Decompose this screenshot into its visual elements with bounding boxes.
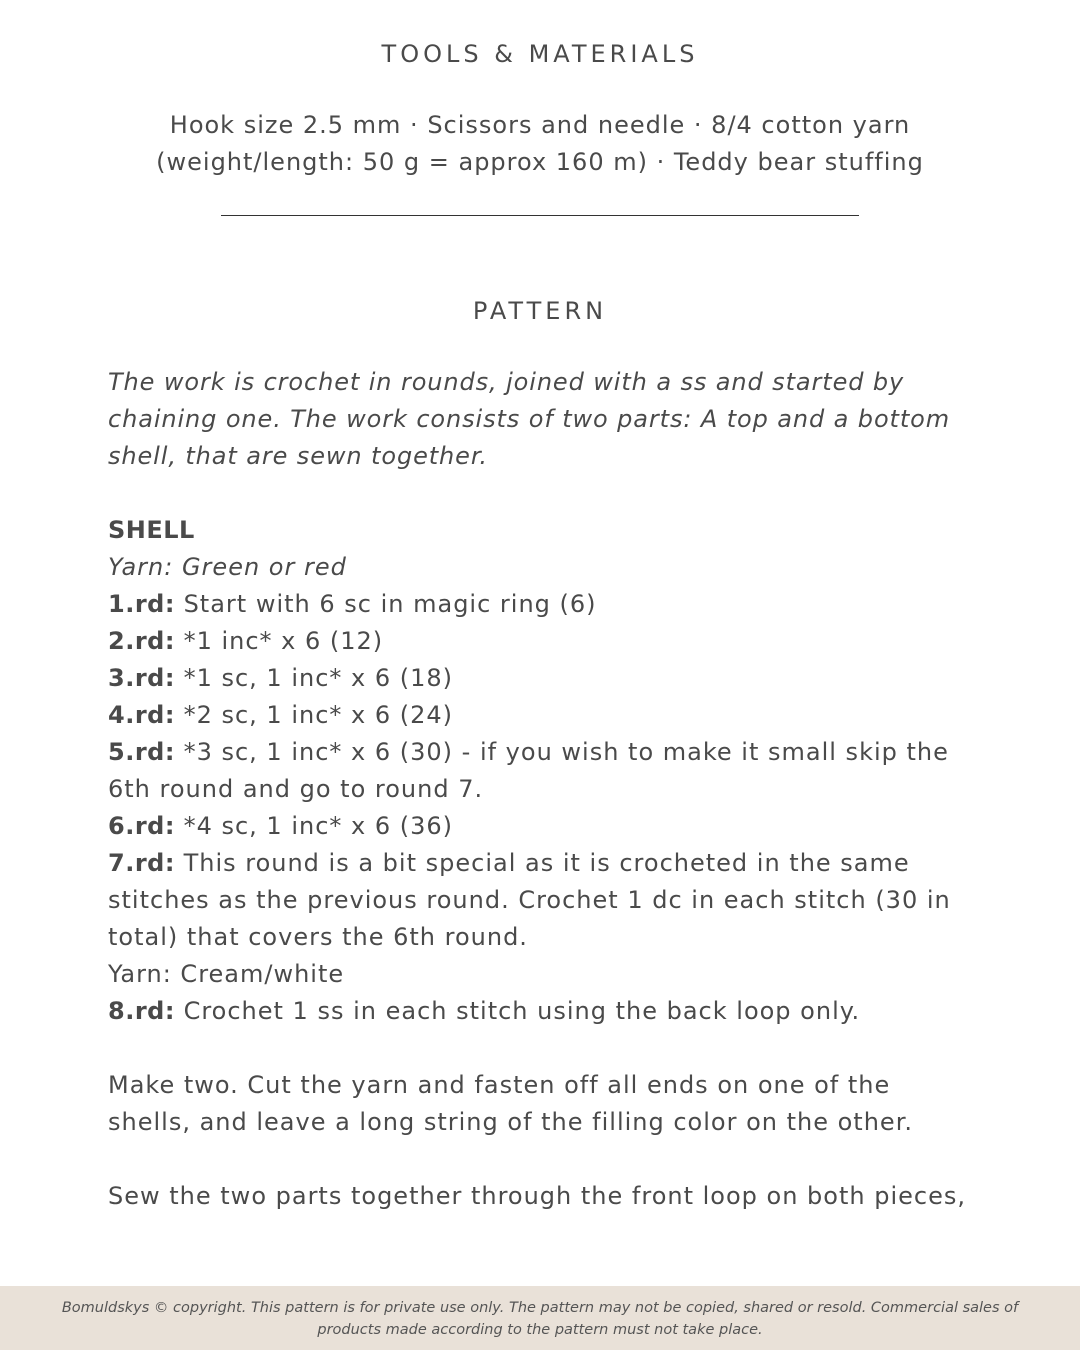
tools-materials-heading: TOOLS & MATERIALS xyxy=(381,40,699,68)
copyright-footer xyxy=(0,1286,1080,1350)
yarn-color-note: Yarn: Green or red xyxy=(108,553,347,581)
round-label: 3.rd: xyxy=(108,664,175,692)
round-label: 4.rd: xyxy=(108,701,175,729)
pattern-intro: The work is crochet in rounds, joined with a ss and started by chaining one. The work consists of two parts: A top and a bottom shell, that are sewn together. xyxy=(108,368,951,470)
round-label: 2.rd: xyxy=(108,627,175,655)
pattern-heading: PATTERN xyxy=(472,297,608,325)
round-text: This round is a bit special as it is crocheted in the same stitches as the previous round. Crochet 1 dc in each stitch (30 in total) that covers the 6th round. xyxy=(108,849,951,951)
round-3 xyxy=(108,660,978,697)
shell-section xyxy=(108,512,978,1030)
materials-list xyxy=(0,107,1080,181)
materials-line-2: (weight/length: 50 g = approx 160 m) · Teddy bear stuffing xyxy=(156,148,924,176)
round-5 xyxy=(108,734,978,808)
round-label: 5.rd: xyxy=(108,738,175,766)
copyright-text: Bomuldskys © copyright. This pattern is for private use only. The pattern may not be copied, shared or resold. Commercial sales of products made according to the pattern must not take place. xyxy=(61,1300,1019,1338)
materials-line-1: Hook size 2.5 mm · Scissors and needle · 8/4 cotton yarn xyxy=(169,111,911,139)
round-8 xyxy=(108,993,978,1030)
round-7 xyxy=(108,845,978,956)
round-2 xyxy=(108,623,978,660)
round-1 xyxy=(108,586,978,623)
round-text: Crochet 1 ss in each stitch using the back loop only. xyxy=(174,997,861,1025)
round-text: *1 sc, 1 inc* x 6 (18) xyxy=(174,664,454,692)
sew-together-paragraph: Sew the two parts together through the front loop on both pieces, xyxy=(108,1182,966,1210)
shell-title: SHELL xyxy=(108,516,195,544)
round-label: 1.rd: xyxy=(108,590,175,618)
round-6 xyxy=(108,808,978,845)
round-text: *2 sc, 1 inc* x 6 (24) xyxy=(174,701,454,729)
round-4 xyxy=(108,697,978,734)
round-label: 6.rd: xyxy=(108,812,175,840)
round-text: *3 sc, 1 inc* x 6 (30) - if you wish to make it small skip the 6th round and go to round 7. xyxy=(108,738,949,803)
section-divider xyxy=(221,215,859,216)
round-label: 7.rd: xyxy=(108,849,175,877)
make-two-paragraph: Make two. Cut the yarn and fasten off all ends on one of the shells, and leave a long string of the filling color on the other. xyxy=(108,1071,913,1136)
round-text: Start with 6 sc in magic ring (6) xyxy=(174,590,597,618)
yarn-change-note: Yarn: Cream/white xyxy=(108,960,345,988)
round-text: *1 inc* x 6 (12) xyxy=(174,627,384,655)
round-text: *4 sc, 1 inc* x 6 (36) xyxy=(174,812,454,840)
round-label: 8.rd: xyxy=(108,997,175,1025)
